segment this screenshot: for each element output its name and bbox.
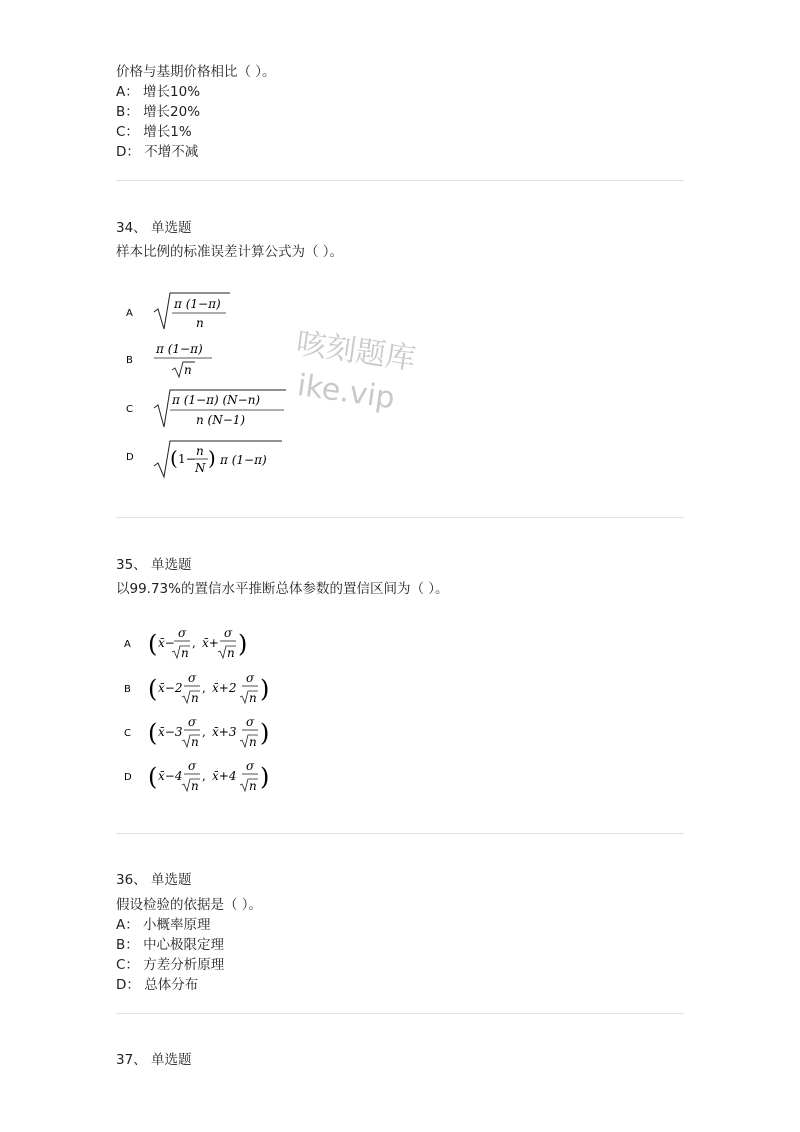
formula-text: x̄−2: [158, 681, 183, 695]
q34-letter-a[interactable]: A: [126, 308, 133, 319]
q33-option-b[interactable]: B： 增长20%: [116, 104, 201, 120]
paren-symbol: (: [170, 446, 178, 470]
formula-text: σ: [188, 715, 197, 729]
paren-symbol: ): [238, 630, 248, 658]
paren-symbol: ): [260, 763, 270, 791]
watermark-text: 咳刻题库: [294, 325, 418, 378]
paren-symbol: ): [208, 446, 216, 470]
q36-option-d[interactable]: D： 总体分布: [116, 977, 199, 993]
formula-text: n: [196, 444, 204, 458]
formula-text: ,: [202, 769, 206, 783]
formula-text: n: [191, 779, 199, 793]
q34-formula-options: [120, 290, 320, 490]
formula-text: σ: [188, 759, 197, 773]
formula-text: x̄−4: [158, 769, 183, 783]
q34-letter-b[interactable]: B: [126, 355, 133, 366]
q34-letter-d[interactable]: D: [126, 452, 134, 463]
q36-option-c[interactable]: C： 方差分析原理: [116, 957, 225, 973]
formula-text: n: [227, 646, 235, 660]
divider: [116, 1013, 684, 1014]
formula-text: N: [195, 461, 206, 475]
formula-text: σ: [246, 759, 255, 773]
watermark-text: ike.vip: [295, 368, 397, 417]
formula-text: σ: [178, 626, 187, 640]
q36-header: 36、 单选题: [116, 872, 192, 888]
q37-header: 37、 单选题: [116, 1052, 192, 1068]
paren-symbol: (: [148, 675, 158, 703]
q34-stem: 样本比例的标准误差计算公式为（ ）。: [116, 244, 344, 260]
q35-letter-a[interactable]: A: [124, 639, 131, 650]
q36-option-b[interactable]: B： 中心极限定理: [116, 937, 225, 953]
formula-text: x̄+: [202, 636, 219, 650]
formula-text: n: [191, 691, 199, 705]
formula-text: n: [249, 779, 257, 793]
formula-text: ,: [202, 681, 206, 695]
paren-symbol: (: [148, 763, 158, 791]
formula-text: 1−: [178, 452, 196, 466]
q33-option-d[interactable]: D： 不增不减: [116, 144, 199, 160]
formula-text: n: [196, 316, 204, 330]
paren-symbol: ): [260, 675, 270, 703]
divider: [116, 517, 684, 518]
q33-stem: 价格与基期价格相比（ ）。: [116, 64, 276, 80]
formula-text: π (1−π): [220, 453, 267, 467]
formula-text: π (1−π) (N−n): [172, 393, 261, 407]
q33-option-a[interactable]: A： 增长10%: [116, 84, 201, 100]
q33-option-c[interactable]: C： 增长1%: [116, 124, 192, 140]
formula-text: x̄−3: [158, 725, 183, 739]
formula-text: ,: [202, 725, 206, 739]
formula-text: π (1−π): [156, 342, 203, 356]
paren-symbol: (: [148, 719, 158, 747]
q36-option-a[interactable]: A： 小概率原理: [116, 917, 211, 933]
formula-text: ,: [192, 636, 196, 650]
formula-text: n (N−1): [196, 413, 246, 427]
formula-text: σ: [246, 671, 255, 685]
formula-text: n: [249, 735, 257, 749]
formula-text: x̄+3: [212, 725, 237, 739]
formula-text: x̄+4: [212, 769, 237, 783]
q35-letter-d[interactable]: D: [124, 772, 132, 783]
q35-stem: 以99.73%的置信水平推断总体参数的置信区间为（ ）。: [116, 581, 449, 597]
formula-text: n: [184, 363, 192, 377]
paren-symbol: (: [148, 630, 158, 658]
paren-symbol: ): [260, 719, 270, 747]
q35-letter-b[interactable]: B: [124, 684, 131, 695]
q35-formula-options: [120, 622, 320, 807]
formula-text: n: [249, 691, 257, 705]
q35-header: 35、 单选题: [116, 557, 192, 573]
q34-letter-c[interactable]: C: [126, 404, 133, 415]
divider: [116, 180, 684, 181]
q36-stem: 假设检验的依据是（ ）。: [116, 897, 263, 913]
formula-text: n: [181, 646, 189, 660]
formula-text: σ: [246, 715, 255, 729]
formula-text: n: [191, 735, 199, 749]
formula-text: σ: [224, 626, 233, 640]
q34-header: 34、 单选题: [116, 220, 192, 236]
formula-text: σ: [188, 671, 197, 685]
divider: [116, 833, 684, 834]
formula-text: π (1−π): [174, 297, 221, 311]
formula-text: x̄−: [158, 636, 175, 650]
formula-text: x̄+2: [212, 681, 237, 695]
q35-letter-c[interactable]: C: [124, 728, 131, 739]
